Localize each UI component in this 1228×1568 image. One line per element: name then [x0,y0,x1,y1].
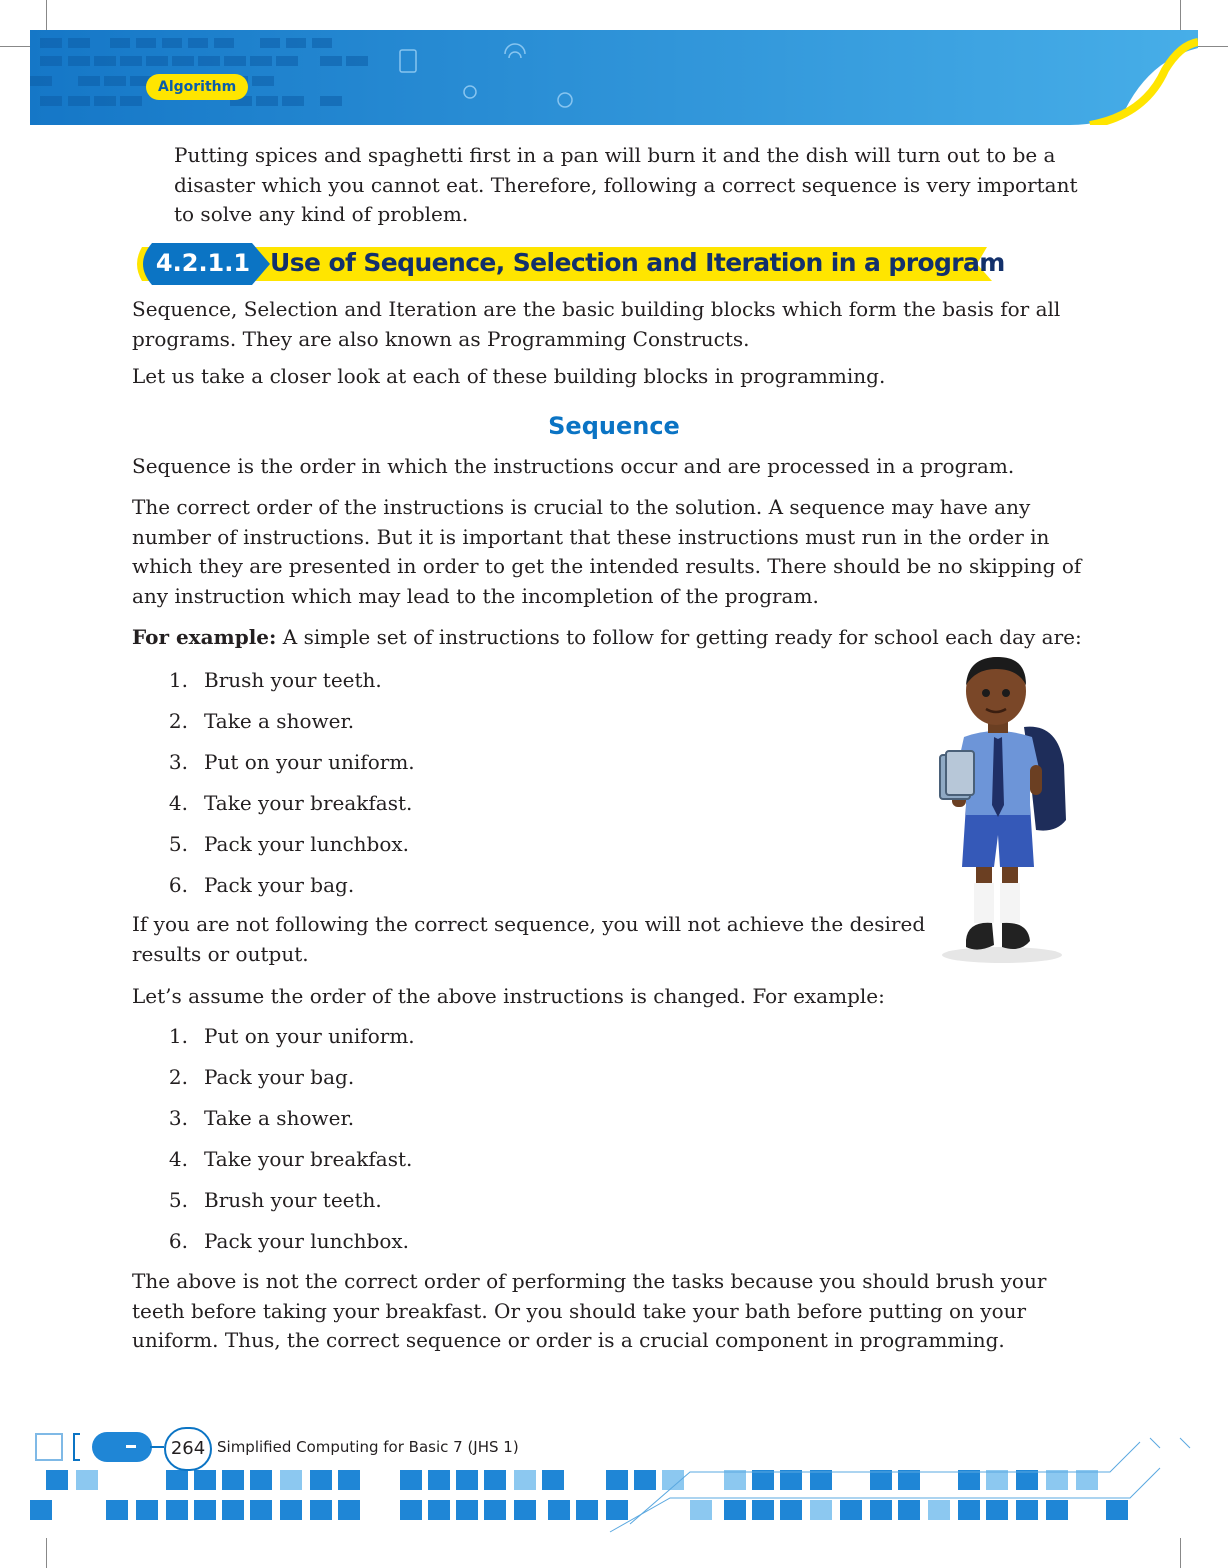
crop-mark [0,46,30,47]
paragraph-not-following: If you are not following the correct sequence, you will not achieve the desired results or output. [132,912,926,966]
crop-mark [46,1538,47,1568]
crop-mark [1180,0,1181,30]
example-text: A simple set of instructions to follow for getting ready for school each day are: [276,625,1082,649]
crop-mark [1180,1538,1181,1568]
paragraph-building-blocks: Sequence, Selection and Iteration are the basic building blocks which form the basis for all programs. They are also known as Programming Constructs. [132,297,1061,351]
crop-mark [1198,46,1228,47]
book-title: Simplified Computing for Basic 7 (JHS 1) [217,1438,519,1456]
section-title: Use of Sequence, Selection and Iteration in a program [270,248,1005,277]
intro-paragraph: Putting spices and spaghetti first in a pan will burn it and the dish will turn out to be a disaster which you cannot eat. Therefore, following a correct sequence is very important to solve any kind of problem. [174,143,1078,226]
paragraph-sequence-definition: Sequence is the order in which the instructions occur and are processed in a program. [132,454,1015,478]
paragraph-correct-order: The correct order of the instructions is crucial to the solution. A sequence may have any number of instructions. But it is important that these instructions must run in the order in which they are presented in order to get the intended results. There should be no skipping of any instruction which may lead to the incompletion of the program. [132,495,1082,608]
page-number: 264 [164,1427,212,1471]
paragraph-conclusion: The above is not the correct order of performing the tasks because you should brush your teeth before taking your breakfast. Or you should take your bath before putting on your uniform. Thus, the correct sequence or order is a crucial component in programming. [132,1269,1047,1352]
chapter-chip: Algorithm [146,74,248,100]
paragraph-example [132,623,1092,653]
schoolboy-illustration [936,655,1070,965]
crop-mark [46,0,47,30]
section-number: 4.2.1.1 [155,249,251,277]
paragraph-closer-look: Let us take a closer look at each of these building blocks in programming. [132,364,886,388]
paragraph-order-changed: Let’s assume the order of the above instructions is changed. For example: [132,984,885,1008]
example-label: For example: [132,625,277,649]
subheading-sequence: Sequence [548,412,680,440]
